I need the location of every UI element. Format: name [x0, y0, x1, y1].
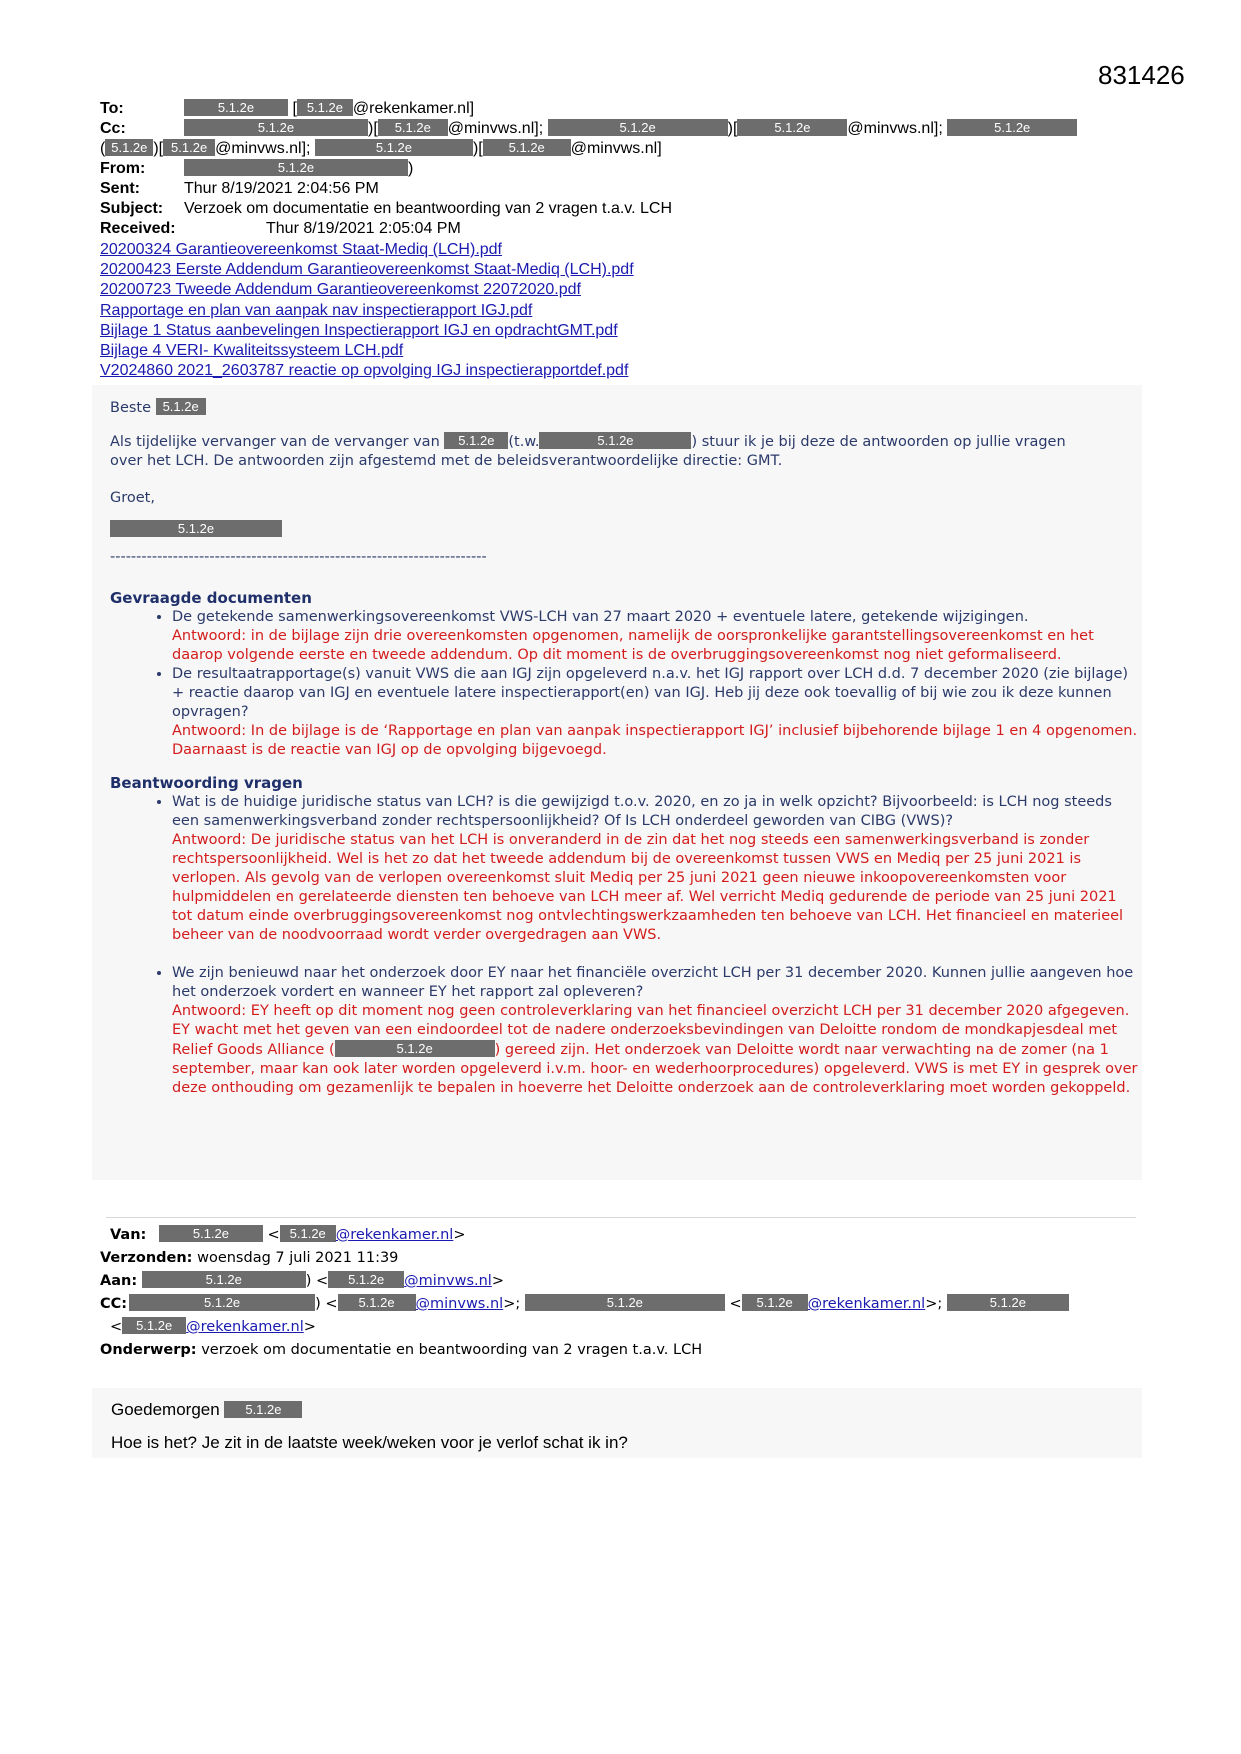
question: De resultaatrapportage(s) vanuit VWS die aan IGJ zijn opgeleverd n.a.v. het IGJ rapport over LCH d.d. 7 december 2020 (zie bijlage) + reactie daarop van IGJ en eventuele latere inspectierapport(en) van IGJ. Heb jij deze ook toevallig of bij wie zou ik deze kunnen opvragen? — [172, 666, 1129, 720]
answer-text: ) gereed zijn. Het onderzoek van Deloitte wordt naar verwachting na de zomer (na 1 september, maar kan ook later worden opgeleverd i.v.m. hoor- en wederhoorprocedures) opgeleverd. VWS is met EY in gesprek over deze onthouding om gezamenlijk te bepalen in hoeverre het Deloitte onderzoek aan de controleverklaring moet worden gekoppeld. — [172, 1042, 1138, 1096]
answer: Antwoord: In de bijlage is de ‘Rapportage en plan van aanpak inspectierapport IGJ’ inclusief bijbehorende bijlage 1 en 4 opgenomen. Daarnaast is de reactie van IGJ op de opvolging bijgevoegd. — [172, 723, 1138, 758]
cc-line-orig-2: < 5.1.2e @rekenkamer.nl> — [110, 1318, 316, 1335]
onderwerp-value: verzoek om documentatie en beantwoording van 2 vragen t.a.v. LCH — [201, 1342, 703, 1358]
original-body — [111, 1388, 628, 1454]
redaction: 5.1.2e — [742, 1294, 808, 1311]
sent-value: Thur 8/19/2021 2:04:56 PM — [184, 180, 379, 197]
cc-domain: @minvws.nl]; — [215, 140, 311, 157]
documents-list — [110, 608, 1140, 760]
received-line — [100, 219, 1140, 239]
van-label: Van: — [110, 1227, 147, 1243]
received-label: Received: — [100, 220, 176, 237]
original-header — [100, 1224, 1140, 1362]
intro-text: over het LCH. De antwoorden zijn afgestemd met de beleidsverantwoordelijke directie: GMT. — [110, 453, 783, 469]
sent-label: Sent: — [100, 180, 140, 197]
list-item — [172, 608, 1140, 665]
cc-line-orig: CC: 5.1.2e ) < 5.1.2e @minvws.nl>; 5.1.2e < 5.1.2e @rekenkamer.nl>; 5.1.2e — [100, 1293, 1140, 1316]
email-link[interactable]: @rekenkamer.nl — [335, 1227, 454, 1243]
signature — [110, 520, 1140, 540]
received-value: Thur 8/19/2021 2:05:04 PM — [266, 220, 461, 237]
redaction: 5.1.2e — [335, 1040, 495, 1057]
redaction: 5.1.2e — [737, 119, 847, 136]
separator: ------------------------------------------------------------------------ — [110, 549, 487, 565]
to-domain: @rekenkamer.nl] — [352, 100, 475, 117]
attachment-link[interactable]: Bijlage 1 Status aanbevelingen Inspectierapport IGJ en opdrachtGMT.pdf — [100, 321, 618, 339]
redaction: 5.1.2e — [444, 432, 508, 449]
redaction: 5.1.2e — [224, 1401, 302, 1418]
from-label: From: — [100, 160, 146, 177]
redaction: 5.1.2e — [338, 1294, 416, 1311]
to-label: To: — [100, 100, 124, 117]
verzonden-label: Verzonden: — [100, 1250, 193, 1266]
redaction: 5.1.2e — [156, 398, 206, 415]
section-title: Beantwoording vragen — [110, 774, 303, 792]
intro-paragraph — [110, 432, 1140, 471]
redaction: 5.1.2e — [525, 1294, 725, 1311]
redaction: 5.1.2e — [184, 159, 408, 176]
answer: Antwoord: De juridische status van het LCH is onveranderd in de zin dat het nog steeds een samenwerkingsverband is zonder rechtspersoonlijkheid. Wel is het zo dat het tweede addendum bij de overeenkomst tussen VWS en Mediq per 25 juni 2021 is verlopen. Als gevolg van de verlopen overeenkomst sluit Mediq per 25 juni 2021 geen nieuwe inkoopovereenkomsten voor hulpmiddelen en gerelateerde diensten ten behoeve van LCH meer af. Wel verricht Mediq gedurende de periode van 25 juni 2021 tot datum einde overbruggingsovereenkomst nog ontvlechtingswerkzaamheden ten behoeve van LCH. Het financieel en materieel beheer van de noodvoorraad wordt verder overgedragen aan VWS. — [172, 832, 1124, 943]
greeting-line — [111, 1388, 628, 1432]
redaction: 5.1.2e — [163, 139, 215, 156]
redaction: 5.1.2e — [142, 1271, 306, 1288]
attachment-link[interactable]: 20200423 Eerste Addendum Garantieovereenkomst Staat-Mediq (LCH).pdf — [100, 261, 634, 279]
redaction: 5.1.2e — [184, 99, 288, 116]
list-item — [172, 964, 1140, 1098]
redaction: 5.1.2e — [947, 119, 1077, 136]
onderwerp-label: Onderwerp: — [100, 1342, 197, 1358]
salutation-text: Beste — [110, 400, 152, 416]
question: De getekende samenwerkingsovereenkomst VWS-LCH van 27 maart 2020 + eventuele latere, getekende wijzigingen. — [172, 609, 1029, 625]
from-line: From: 5.1.2e ) — [100, 160, 414, 177]
answer-text: Antwoord: EY heeft op dit moment nog geen controleverklaring van het financieel overzicht LCH per 31 december 2020 afgegeven. EY wacht met het geven van een eindoordeel tot de nadere onderzoeksbevindingen van Deloitte rondom de mondkapjesdeal met Relief Goods Alliance ( — [172, 1003, 1130, 1058]
list-item — [172, 665, 1140, 760]
list-item — [172, 793, 1140, 945]
subject-value: Verzoek om documentatie en beantwoording van 2 vragen t.a.v. LCH — [184, 200, 672, 217]
redaction: 5.1.2e — [483, 139, 571, 156]
attachment-link[interactable]: 20200723 Tweede Addendum Garantieovereenkomst 22072020.pdf — [100, 281, 581, 299]
answer — [172, 1003, 1137, 1096]
redaction: 5.1.2e — [184, 119, 368, 136]
aan-line: Aan: 5.1.2e ) < 5.1.2e @minvws.nl> — [100, 1272, 504, 1289]
reply-body — [110, 398, 1140, 1098]
subject-label: Subject: — [100, 200, 164, 217]
salutation — [110, 398, 1140, 418]
redaction: 5.1.2e — [122, 1317, 186, 1334]
body-text: Hoe is het? Je zit in de laatste week/weken voor je verlof schat ik in? — [111, 1433, 628, 1452]
van-line: Van: 5.1.2e < 5.1.2e @rekenkamer.nl> — [110, 1226, 466, 1243]
redaction: 5.1.2e — [315, 139, 473, 156]
sent-line — [100, 179, 1140, 199]
redaction: 5.1.2e — [548, 119, 728, 136]
answer: Antwoord: in de bijlage zijn drie overeenkomsten opgenomen, namelijk de oorspronkelijke garantstellingsovereenkomst en het daarop volgende eerste en tweede addendum. Op dit moment is de overbruggingsovereenkomst nog niet geformaliseerd. — [172, 628, 1094, 663]
redaction: 5.1.2e — [105, 139, 153, 156]
intro-text: (t.w. — [508, 434, 540, 450]
attachment-link[interactable]: V2024860 2021_2603787 reactie op opvolging IGJ inspectierapportdef.pdf — [100, 362, 629, 380]
onderwerp-line — [100, 1339, 1140, 1362]
attachment-link[interactable]: 20200324 Garantieovereenkomst Staat-Mediq (LCH).pdf — [100, 241, 502, 258]
intro-text: Als tijdelijke vervanger van de vervanger van — [110, 434, 440, 450]
email-link[interactable]: @rekenkamer.nl — [807, 1296, 926, 1312]
redaction: 5.1.2e — [280, 1225, 336, 1242]
attachment-link[interactable]: Bijlage 4 VERI- Kwaliteitssysteem LCH.pdf — [100, 342, 404, 360]
closing: Groet, — [110, 490, 155, 506]
attachment-list — [100, 240, 634, 381]
redaction: 5.1.2e — [539, 432, 691, 449]
cc-line: Cc: 5.1.2e )[ 5.1.2e @minvws.nl]; 5.1.2e )[ 5.1.2e @minvws.nl]; 5.1.2e — [100, 119, 1140, 139]
section-title: Gevraagde documenten — [110, 589, 312, 607]
redaction: 5.1.2e — [947, 1294, 1069, 1311]
verzonden-line — [100, 1247, 1140, 1270]
aan-label: Aan: — [100, 1273, 138, 1289]
cc-domain: @minvws.nl]; — [847, 120, 943, 137]
document-number: 831426 — [1098, 60, 1185, 90]
verzonden-value: woensdag 7 juli 2021 11:39 — [197, 1250, 399, 1266]
question: Wat is de huidige juridische status van LCH? is die gewijzigd t.o.v. 2020, en zo ja in welk opzicht? Bijvoorbeeld: is LCH nog steeds een samenwerkingsverband zonder rechtspersoonlijkheid? Of Is LCH onderdeel geworden van CIBG (VWS)? — [172, 794, 1112, 829]
cc-domain: @minvws.nl]; — [447, 120, 544, 137]
redaction: 5.1.2e — [328, 1271, 404, 1288]
questions-list — [110, 793, 1140, 1098]
redaction: 5.1.2e — [129, 1294, 315, 1311]
cc-label: Cc: — [100, 120, 126, 137]
email-link[interactable]: @rekenkamer.nl — [186, 1319, 304, 1335]
attachment-link[interactable]: Rapportage en plan van aanpak nav inspectierapport IGJ.pdf — [100, 301, 533, 319]
subject-line — [100, 199, 1140, 219]
email-link[interactable]: @minvws.nl — [415, 1296, 504, 1312]
redaction: 5.1.2e — [378, 119, 448, 136]
redaction: 5.1.2e — [297, 99, 353, 116]
divider — [106, 1217, 1136, 1218]
redaction: 5.1.2e — [110, 520, 282, 537]
redaction: 5.1.2e — [159, 1225, 263, 1242]
email-header — [100, 99, 1140, 239]
cc-domain: @minvws.nl] — [570, 140, 662, 157]
email-link[interactable]: @minvws.nl — [404, 1273, 492, 1289]
question: We zijn benieuwd naar het onderzoek door EY naar het financiële overzicht LCH per 31 december 2020. Kunnen jullie aangeven hoe het onderzoek vordert en wanneer EY het rapport zal opleveren? — [172, 965, 1134, 1000]
greeting: Goedemorgen — [111, 1400, 220, 1419]
cc-label: CC: — [100, 1296, 128, 1312]
intro-text: ) stuur ik je bij deze de antwoorden op jullie vragen — [691, 434, 1066, 450]
cc-line-2: ( 5.1.2e )[ 5.1.2e @minvws.nl]; 5.1.2e )[ 5.1.2e @minvws.nl] — [100, 140, 662, 157]
to-line: To: 5.1.2e [ 5.1.2e @rekenkamer.nl] — [100, 100, 475, 117]
